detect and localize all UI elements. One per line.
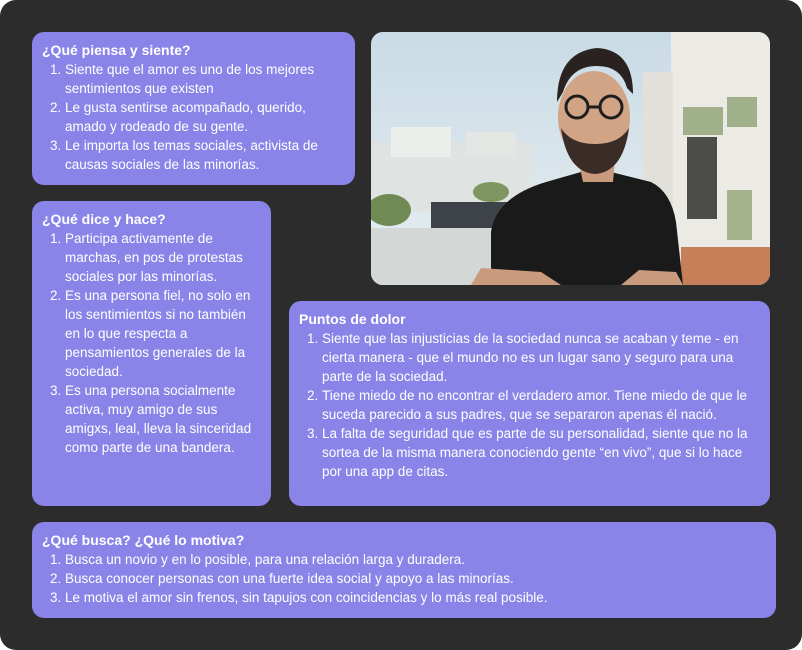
thinks-feels-list xyxy=(42,60,345,174)
pain-points-list xyxy=(299,329,760,481)
list-item: 2. Busca conocer personas con una fuerte idea social y apoyo a las minorías. xyxy=(65,569,766,588)
list-item: 3. Es una persona socialmente activa, muy amigo de sus amigxs, leal, lleva la sinceridad como parte de una bandera. xyxy=(65,381,261,457)
list-item: 1. Busca un novio y en lo posible, para una relación larga y duradera. xyxy=(65,550,766,569)
list-item: 1. Participa activamente de marchas, en pos de protestas sociales por las minorías. xyxy=(65,229,261,286)
pain-points-title: Puntos de dolor xyxy=(299,311,406,327)
list-item: 1. Siente que el amor es uno de los mejores sentimientos que existen xyxy=(65,60,345,98)
list-item: 3. Le motiva el amor sin frenos, sin tapujos con coincidencias y lo más real posible. xyxy=(65,588,766,607)
says-does-title: ¿Qué dice y hace? xyxy=(42,211,166,227)
thinks-feels-card xyxy=(32,32,355,185)
list-item: 1. Siente que las injusticias de la sociedad nunca se acaban y teme - en cierta manera - que el mundo no es un lugar sano y seguro para una parte de la sociedad. xyxy=(322,329,760,386)
list-item: 2. Le gusta sentirse acompañado, querido, amado y rodeado de su gente. xyxy=(65,98,345,136)
thinks-feels-title: ¿Qué piensa y siente? xyxy=(42,42,191,58)
seeks-motivates-card xyxy=(32,522,776,618)
list-item: 2. Es una persona fiel, no solo en los sentimientos si no también en lo que respecta a pensamientos generales de la sociedad. xyxy=(65,286,261,381)
says-does-card xyxy=(32,201,271,506)
says-does-list xyxy=(42,229,261,457)
seeks-motivates-list xyxy=(42,550,766,607)
list-item: 3. Le importa los temas sociales, activista de causas sociales de las minorías. xyxy=(65,136,345,174)
list-item: 3. La falta de seguridad que es parte de su personalidad, siente que no la sortea de la misma manera conociendo gente “en vivo”, que si lo hace por una app de citas. xyxy=(322,424,760,481)
pain-points-card xyxy=(289,301,770,506)
list-item: 2. Tiene miedo de no encontrar el verdadero amor. Tiene miedo de que le suceda parecido a sus padres, que se separaron apenas él nació. xyxy=(322,386,760,424)
seeks-motivates-title: ¿Qué busca? ¿Qué lo motiva? xyxy=(42,532,245,548)
persona-photo xyxy=(371,32,770,285)
